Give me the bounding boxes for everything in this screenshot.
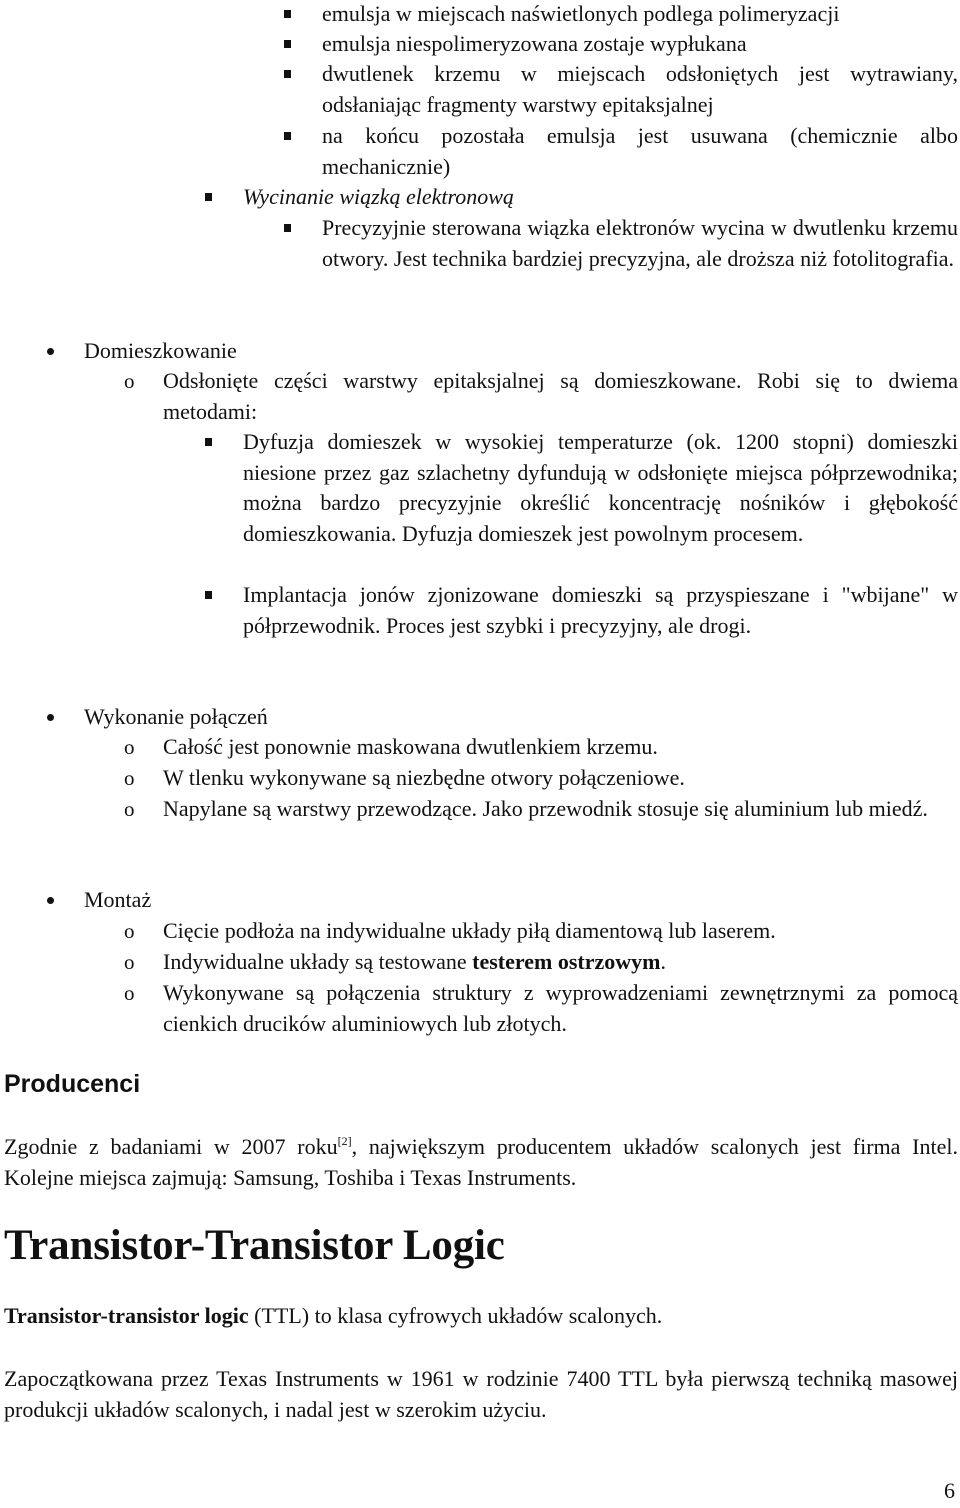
section-heading: Montaż: [84, 887, 152, 912]
list-bullet: [284, 40, 291, 48]
bold-term: Transistor-transistor logic: [4, 1303, 249, 1328]
list-bullet: o: [124, 797, 135, 821]
list-item: W tlenku wykonywane są niezbędne otwory połączeniowe.: [163, 765, 685, 790]
page-number: 6: [944, 1478, 955, 1503]
list-item: Całość jest ponownie maskowana dwutlenkiem krzemu.: [163, 734, 658, 759]
list-bullet: [284, 70, 291, 78]
list-bullet: o: [124, 735, 135, 759]
list-item: emulsja w miejscach naświetlonych podlega polimeryzacji: [322, 1, 840, 26]
list-bullet: o: [124, 369, 135, 393]
list-bullet: [205, 438, 212, 446]
list-bullet: [284, 224, 291, 232]
list-bullet: [47, 348, 54, 355]
text-run: .: [660, 949, 666, 974]
list-item: [163, 947, 958, 978]
section-heading: Domieszkowanie: [84, 338, 237, 363]
paragraph: [4, 1301, 958, 1332]
list-item: Dyfuzja domieszek w wysokiej temperaturze (ok. 1200 stopni) domieszki niesione przez gaz szlachetny dyfundują w odsłonięte miejsca półprzewodnika; można bardzo precyzyjnie określić koncentrację nośników i głębokość domieszkowania. Dyfuzja domieszek jest powolnym procesem.: [243, 429, 958, 546]
citation-ref: [2]: [337, 1134, 352, 1148]
page-title: Transistor-Transistor Logic: [4, 1222, 505, 1269]
section-heading: Wykonanie połączeń: [84, 704, 268, 729]
list-bullet: [205, 591, 212, 599]
list-item: na końcu pozostała emulsja jest usuwana (chemicznie albo mechanicznie): [322, 123, 958, 179]
list-bullet: [47, 897, 54, 904]
list-bullet: [284, 10, 291, 18]
text-run: (TTL) to klasa cyfrowych układów scalonych.: [248, 1303, 663, 1328]
bold-term: testerem ostrzowym: [472, 949, 661, 974]
paragraph: Zapoczątkowana przez Texas Instruments w 1961 w rodzinie 7400 TTL była pierwszą techniką masowej produkcji układów scalonych, i nadal jest w szerokim użyciu.: [4, 1366, 958, 1422]
list-item: Odsłonięte części warstwy epitaksjalnej są domieszkowane. Robi się to dwiema metodami:: [163, 368, 958, 424]
list-bullet: o: [124, 981, 135, 1005]
section-heading: Producenci: [4, 1070, 141, 1098]
list-bullet: [205, 193, 212, 201]
section-heading: Wycinanie wiązką elektronową: [243, 184, 514, 209]
list-bullet: o: [124, 919, 135, 943]
text-run: , największym producentem układów scalonych jest firma Intel. Kolejne miejsca zajmują: Samsung, Toshiba i Texas Instruments.: [4, 1134, 958, 1190]
list-bullet: [284, 132, 291, 140]
list-item: Wykonywane są połączenia struktury z wyprowadzeniami zewnętrznymi za pomocą cienkich drucików aluminiowych lub złotych.: [163, 980, 958, 1036]
text-run: Zgodnie z badaniami w 2007 roku: [4, 1134, 338, 1159]
list-item: Implantacja jonów zjonizowane domieszki są przyspieszane i "wbijane" w półprzewodnik. Proces jest szybki i precyzyjny, ale drogi.: [243, 582, 958, 638]
list-item: emulsja niespolimeryzowana zostaje wypłukana: [322, 31, 747, 56]
list-item: Precyzyjnie sterowana wiązka elektronów wycina w dwutlenku krzemu otwory. Jest technika bardziej precyzyjna, ale droższa niż fotolitografia.: [322, 215, 958, 271]
list-bullet: [47, 714, 54, 721]
paragraph: [4, 1132, 958, 1193]
list-item: Cięcie podłoża na indywidualne układy piłą diamentową lub laserem.: [163, 918, 776, 943]
list-bullet: o: [124, 950, 135, 974]
list-item: Napylane są warstwy przewodzące. Jako przewodnik stosuje się aluminium lub miedź.: [163, 796, 928, 821]
text-run: Indywidualne układy są testowane: [163, 949, 473, 974]
list-item: dwutlenek krzemu w miejscach odsłoniętych jest wytrawiany, odsłaniając fragmenty warstwy epitaksjalnej: [322, 61, 958, 117]
list-bullet: o: [124, 766, 135, 790]
